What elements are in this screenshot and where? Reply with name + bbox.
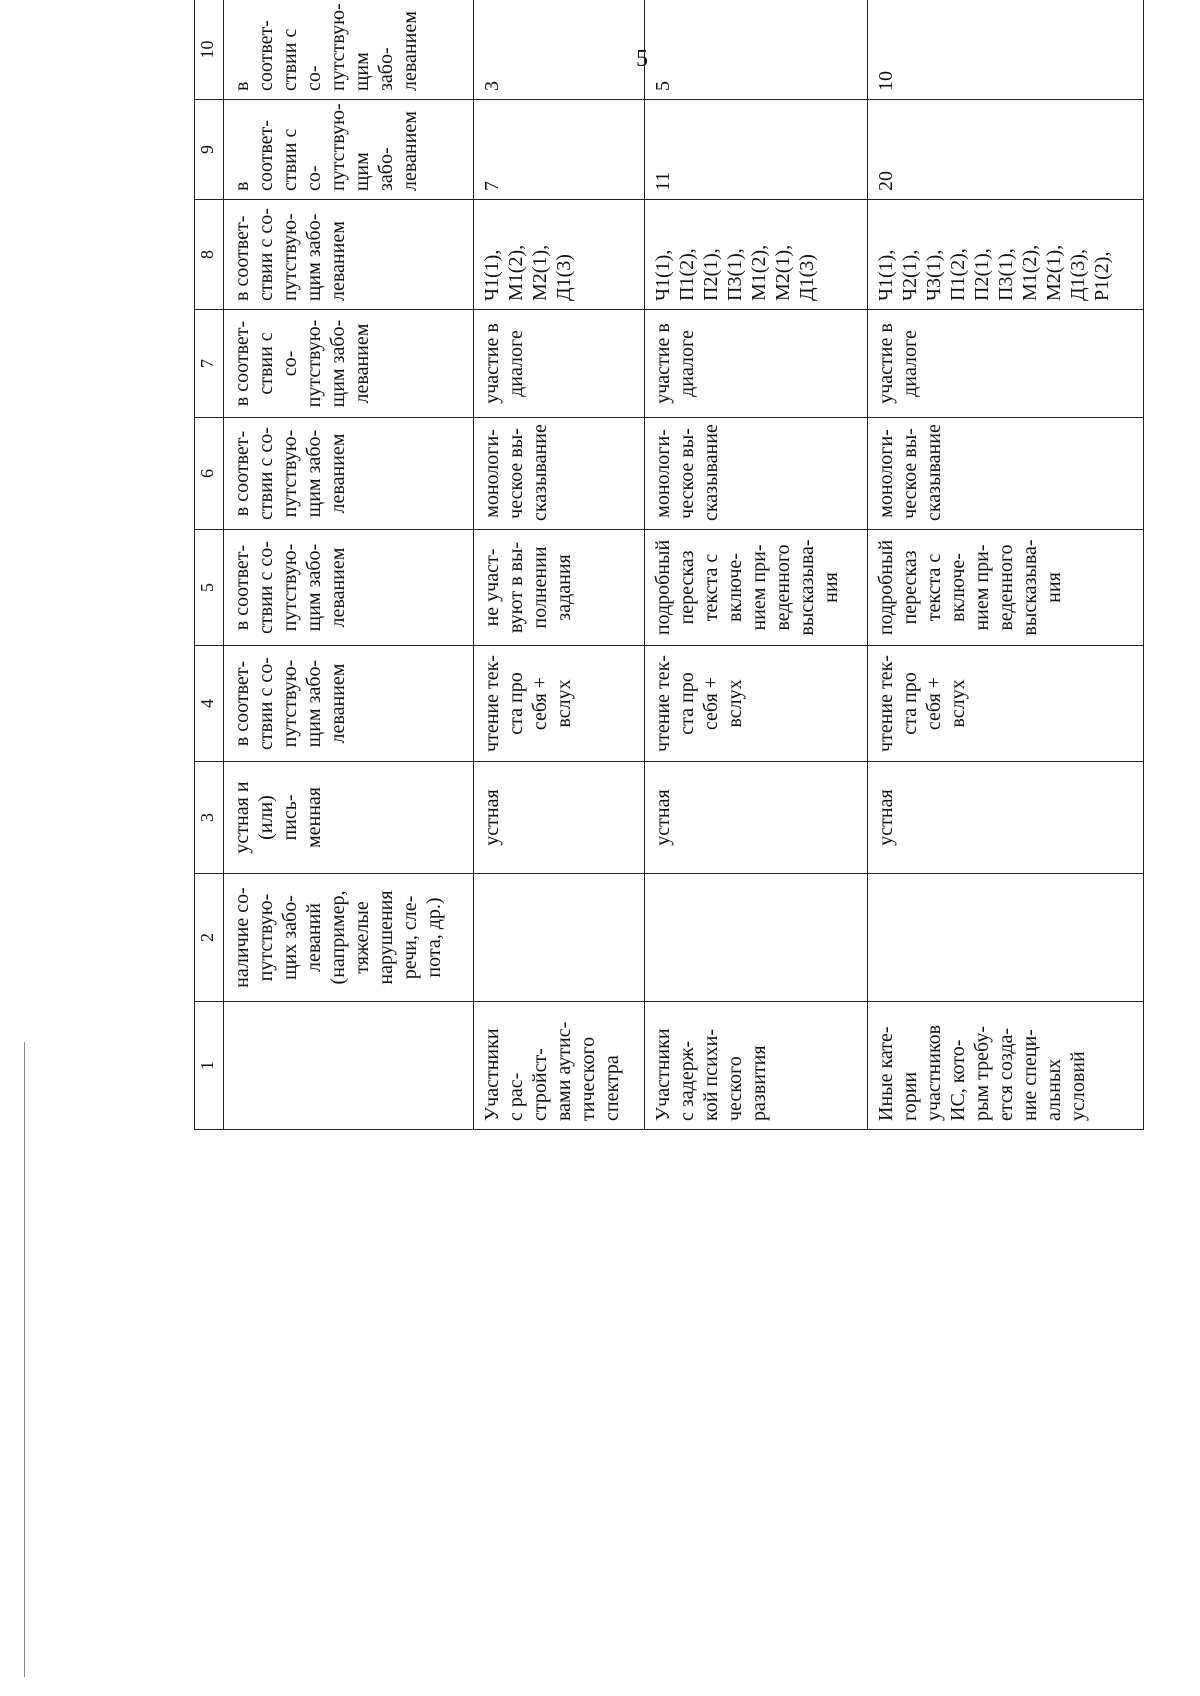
table-cell [224,530,474,646]
cell-text: в соответ- ствии с со- путствую- щим забо- леванием [231,657,349,750]
cell-text: устная и (или) пись- менная [231,781,325,854]
table-cell [868,100,1144,200]
table-cell [644,0,867,100]
cell-text: устная [651,789,674,846]
table-cell [644,874,867,1002]
cell-text: в соответ- ствии с со- путствую- щим забо- леванием [231,319,373,408]
table-cell [224,310,474,418]
cell-text: Ч1(1), П1(2), П2(1), П3(1), М1(2), М2(1), Д1(3) [651,244,818,301]
cell-text: чтение тек- ста про себя + вслух [651,655,746,752]
cell-text: 10 [875,71,898,91]
table-cell [868,762,1144,874]
table-cell [644,646,867,762]
table-cell [473,762,644,874]
cell-text: 11 [651,171,674,191]
table-cell [473,100,644,200]
table-cell [224,646,474,762]
cell-text: Ч1(1), М1(2), М2(1), Д1(3) [480,244,575,301]
cell-text: монологи- ческое вы- сказывание [651,424,722,521]
table-cell [868,1002,1144,1130]
cell-text: наличие со- путствую- щих забо- леваний (например, тяжелые нарушения речи, сле- пота, др.) [231,887,445,988]
cell-text: устная [875,789,898,846]
table-row [868,0,1144,1130]
table-cell [224,0,474,100]
table-cell [868,418,1144,530]
table-cell [473,200,644,310]
rotated-table-container [194,0,1144,1130]
column-number-6: 6 [195,418,224,530]
table-cell [224,200,474,310]
table-cell [473,310,644,418]
table-cell [473,530,644,646]
table-cell [644,1002,867,1130]
column-number-9: 9 [195,100,224,200]
table-cell [644,762,867,874]
table-cell [473,874,644,1002]
column-number-7: 7 [195,310,224,418]
table-cell [868,874,1144,1002]
column-number-5: 5 [195,530,224,646]
page-number: 5 [636,46,648,72]
table-cell [868,646,1144,762]
cell-text: чтение тек- ста про себя + вслух [480,655,575,752]
column-number-1: 1 [195,1002,224,1130]
table-cell [644,310,867,418]
cell-text: в соответ- ствии с со- путствую- щим забо- леванием [231,541,349,634]
cell-text: Иные кате- гории участников ИС, кото- рым требу- ется созда- ние специ- альных условий [875,1024,1090,1121]
table-cell [473,0,644,100]
column-number-8: 8 [195,200,224,310]
cell-text: подробный пересказ текста с включе- нием при- веденного высказыва- ния [651,539,842,636]
table-cell [868,200,1144,310]
table-cell [868,310,1144,418]
cell-text: 3 [480,81,503,91]
requirements-table [194,0,1144,1130]
cell-text: не участ- вуют в вы- полнении задания [480,541,575,634]
margin-rule [24,1042,25,1677]
table-cell [473,646,644,762]
table-cell [644,100,867,200]
header-row [195,0,224,1130]
cell-text: 7 [480,181,503,191]
table-cell [224,874,474,1002]
cell-text: подробный пересказ текста с включе- нием при- веденного высказыва- ния [875,539,1066,636]
table-cell [644,200,867,310]
cell-text: Участники с задерж- кой психи- ческого развития [651,1028,770,1121]
table-cell [644,530,867,646]
cell-text: Ч1(1), Ч2(1), Ч3(1), П1(2), П2(1), П3(1), М1(2), М2(1), Д1(3), Р1(2), [875,244,1114,301]
table-cell [224,1002,474,1130]
column-number-4: 4 [195,646,224,762]
table-row [473,0,644,1130]
cell-text: монологи- ческое вы- сказывание [875,424,946,521]
cell-text: монологи- ческое вы- сказывание [480,424,551,521]
table-cell [224,418,474,530]
cell-text: в соответ- ствии с со- путствую- щим забо- леванием [231,427,349,520]
cell-text: устная [480,789,503,846]
table-cell [868,530,1144,646]
table-row [224,0,474,1130]
cell-text: участие в диалоге [480,323,527,404]
table-cell [224,100,474,200]
cell-text: участие в диалоге [875,323,922,404]
table-row [644,0,867,1130]
table-cell [868,0,1144,100]
cell-text: в соответ- ствии с со- путствую- щим забо- леванием [231,3,421,91]
cell-text: в соответ- ствии с со- путствую- щим забо- леванием [231,103,421,191]
table-cell [473,1002,644,1130]
table-cell [644,418,867,530]
table-cell [473,418,644,530]
cell-text: 5 [651,81,674,91]
column-number-2: 2 [195,874,224,1002]
table-cell [224,762,474,874]
column-number-10: 10 [195,0,224,100]
cell-text: участие в диалоге [651,323,698,404]
column-number-3: 3 [195,762,224,874]
cell-text: Участники с рас- стройст- вами аутис- тического спектра [480,1021,623,1121]
cell-text: чтение тек- ста про себя + вслух [875,655,970,752]
cell-text: 20 [875,171,898,191]
cell-text: в соответ- ствии с со- путствую- щим забо- леванием [231,208,349,301]
